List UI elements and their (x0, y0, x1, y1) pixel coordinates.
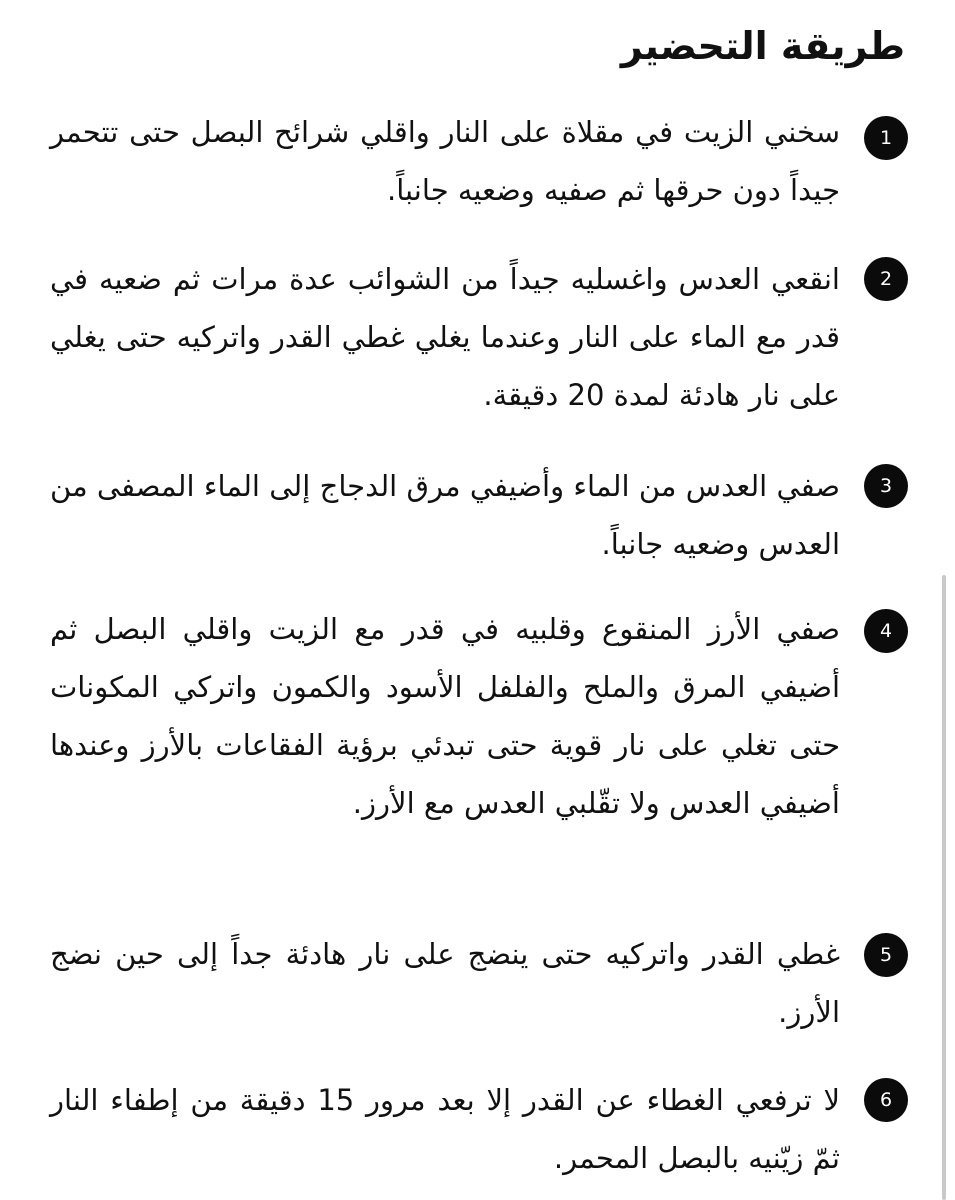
step-text: سخني الزيت في مقلاة على النار واقلي شرائح البصل حتى تتحمر جيداً دون حرقها ثم صفيه وضعيه جانباً. (50, 115, 840, 207)
step-number-badge: 6 (864, 1078, 908, 1122)
step-number-badge: 4 (864, 609, 908, 653)
step-number-badge: 2 (864, 257, 908, 301)
step-number-badge: 3 (864, 464, 908, 508)
step-text: صفي العدس من الماء وأضيفي مرق الدجاج إلى الماء المصفى من العدس وضعيه جانباً. (50, 469, 840, 561)
step-text: انقعي العدس واغسليه جيداً من الشوائب عدة مرات ثم ضعيه في قدر مع الماء على النار وعندما يغلي غطي القدر واتركيه حتى يغلي على نار هادئة لمدة 20 دقيقة. (50, 262, 840, 412)
section-title: طريقة التحضير (620, 24, 905, 68)
step-text: لا ترفعي الغطاء عن القدر إلا بعد مرور 15 دقيقة من إطفاء النار ثمّ زيّنيه بالبصل المحمر. (50, 1083, 840, 1175)
step-text: صفي الأرز المنقوع وقلبيه في قدر مع الزيت واقلي البصل ثم أضيفي المرق والملح والفلفل الأسود والكمون واتركي المكونات حتى تغلي على نار قوية حتى تبدئي برؤية الفقاعات بالأرز وعندها أضيفي العدس ولا تقّلبي العدس مع الأرز. (50, 612, 840, 820)
step-number-badge: 5 (864, 933, 908, 977)
step-text: غطي القدر واتركيه حتى ينضج على نار هادئة جداً إلى حين نضج الأرز. (50, 937, 840, 1029)
vertical-scrollbar[interactable] (942, 575, 946, 1200)
step-number-badge: 1 (864, 116, 908, 160)
